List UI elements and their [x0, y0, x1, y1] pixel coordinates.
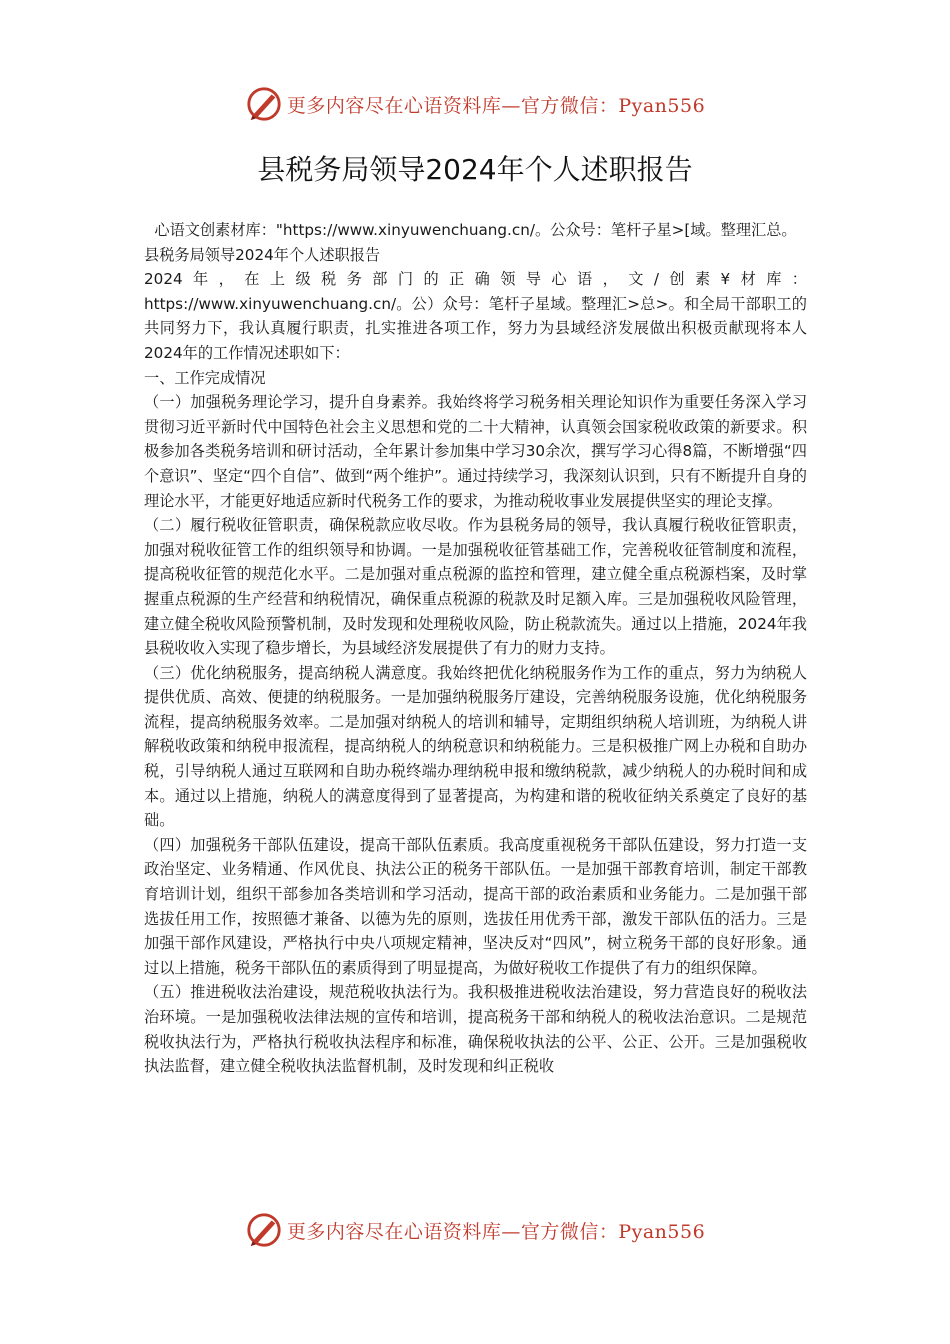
document-subtitle: 县税务局领导2024年个人述职报告 [144, 245, 381, 264]
body-paragraph-1: （一）加强税务理论学习，提升自身素养。我始终将学习税务相关理论知识作为重要任务深入学习贯彻习近平新时代中国特色社会主义思想和党的二十大精神，认真领会国家税收政策的新要求。积极参加各类税务培训和研讨活动，全年累计参加集中学习30余次，撰写学习心得8篇，不断增强“四个意识”、坚定“四个自信”、做到“两个维护”。通过持续学习，我深刻认识到，只有不断提升自身的理论水平，才能更好地适应新时代税务工作的要求，为推动税收事业发展提供坚实的理论支撑。 [144, 393, 807, 510]
document-title: 县税务局领导2024年个人述职报告 [257, 153, 693, 186]
body-paragraph-5: （五）推进税收法治建设，规范税收执法行为。我积极推进税收法治建设，努力营造良好的税收法治环境。一是加强税收法律法规的宣传和培训，提高税务干部和纳税人的税收法治意识。二是规范税收执法行为，严格执行税收执法程序和标准，确保税收执法的公平、公正、公开。三是加强税收执法监督，建立健全税收执法监督机制，及时发现和纠正税收 [144, 983, 807, 1076]
body-paragraph-2: （二）履行税收征管职责，确保税款应收尽收。作为县税务局的领导，我认真履行税收征管职责，加强对税收征管工作的组织领导和协调。一是加强税收征管基础工作，完善税收征管制度和流程，提高税收征管的规范化水平。二是加强对重点税源的监控和管理，建立健全重点税源档案，及时掌握重点税源的生产经营和纳税情况，确保重点税源的税款及时足额入库。三是加强税收风险管理，建立健全税收风险预警机制，及时发现和处理税收风险，防止税款流失。通过以上措施，2024年我县税收收入实现了稳步增长，为县域经济发展提供了有力的财力支持。 [144, 516, 807, 658]
pen-logo-icon [245, 1211, 283, 1249]
watermark-text: 更多内容尽在心语资料库—官方微信：Pyan556 [286, 94, 706, 117]
pen-logo-icon [245, 85, 283, 123]
footer-watermark-banner [0, 1210, 950, 1250]
source-note: 心语文创素材库："https://www.xinyuwenchuang.cn/。公众号：笔杆子星>[域。整理汇总。 [154, 221, 797, 239]
intro-paragraph: 2024年，在上级税务部门的正确领导心语，文/创素¥材库：https://www.xinyuwenchuang.cn/。公）众号：笔杆子星域。整理汇>总>。和全局干部职工的共同努力下，我认真履行职责，扎实推进各项工作，努力为县域经济发展做出积极贡献现将本人2024年的工作情况述职如下： [144, 270, 807, 362]
body-paragraph-4: （四）加强税务干部队伍建设，提高干部队伍素质。我高度重视税务干部队伍建设，努力打造一支政治坚定、业务精通、作风优良、执法公正的税务干部队伍。一是加强干部教育培训，制定干部教育培训计划，组织干部参加各类培训和学习活动，提高干部的政治素质和业务能力。二是加强干部选拔任用工作，按照德才兼备、以德为先的原则，选拔任用优秀干部，激发干部队伍的活力。三是加强干部作风建设，严格执行中央八项规定精神，坚决反对“四风”，树立税务干部的良好形象。通过以上措施，税务干部队伍的素质得到了明显提高，为做好税收工作提供了有力的组织保障。 [144, 835, 807, 977]
watermark-text: 更多内容尽在心语资料库—官方微信：Pyan556 [286, 1220, 706, 1243]
header-watermark-banner [0, 84, 950, 124]
document-body [144, 218, 807, 1079]
section-heading: 一、工作完成情况 [144, 368, 266, 387]
body-paragraph-3: （三）优化纳税服务，提高纳税人满意度。我始终把优化纳税服务作为工作的重点，努力为纳税人提供优质、高效、便捷的纳税服务。一是加强纳税服务厅建设，完善纳税服务设施，优化纳税服务流程，提高纳税服务效率。二是加强对纳税人的培训和辅导，定期组织纳税人培训班，为纳税人讲解税收政策和纳税申报流程，提高纳税人的纳税意识和纳税能力。三是积极推广网上办税和自助办税，引导纳税人通过互联网和自助办税终端办理纳税申报和缴纳税款，减少纳税人的办税时间和成本。通过以上措施，纳税人的满意度得到了显著提高，为构建和谐的税收征纳关系奠定了良好的基础。 [144, 663, 807, 830]
